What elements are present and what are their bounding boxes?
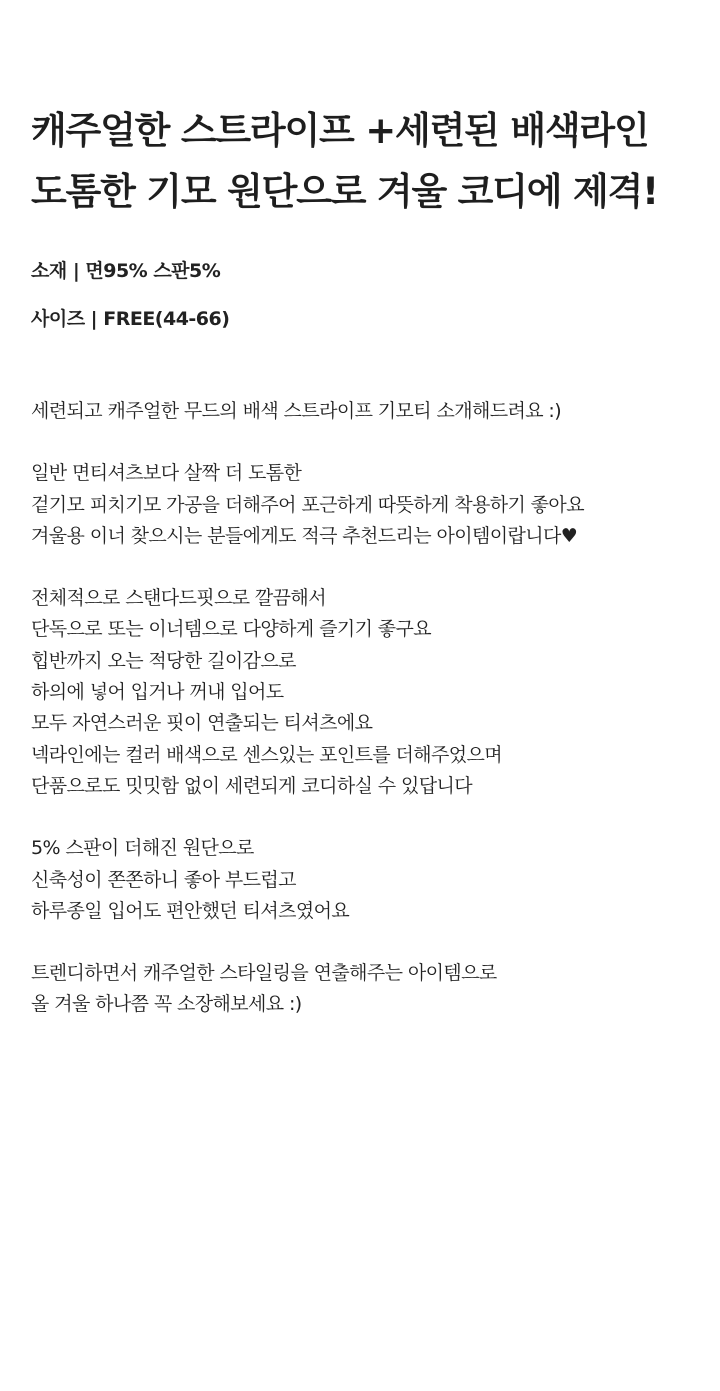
description-line: 단독으로 또는 이너템으로 다양하게 즐기기 좋구요 — [31, 618, 432, 641]
headline-line-1: 캐주얼한 스트라이프 +세련된 배색라인 — [31, 109, 649, 152]
product-description — [31, 396, 691, 1021]
description-line: 일반 면티셔츠보다 살짝 더 도톰한 — [31, 462, 302, 485]
description-paragraph-closing — [31, 958, 691, 1021]
description-line: 모두 자연스러운 핏이 연출되는 티셔츠에요 — [31, 712, 373, 735]
description-line: 힙반까지 오는 적당한 길이감으로 — [31, 649, 296, 672]
description-line: 하의에 넣어 입거나 꺼내 입어도 — [31, 681, 284, 704]
description-line: 트렌디하면서 캐주얼한 스타일링을 연출해주는 아이템으로 — [31, 962, 497, 985]
spec-size: 사이즈 | FREE(44-66) — [31, 308, 230, 330]
description-line: 올 겨울 하나쯤 꼭 소장해보세요 :) — [31, 993, 302, 1016]
headline-line-2: 도톰한 기모 원단으로 겨울 코디에 제격! — [31, 170, 658, 213]
description-line: 전체적으로 스탠다드핏으로 깔끔해서 — [31, 587, 326, 610]
description-paragraph-fit — [31, 583, 691, 802]
description-line: 겨울용 이너 찾으시는 분들에게도 적극 추천드리는 아이템이랍니다♥ — [31, 524, 578, 547]
description-line: 겉기모 피치기모 가공을 더해주어 포근하게 따뜻하게 착용하기 좋아요 — [31, 493, 584, 516]
description-paragraph-stretch — [31, 833, 691, 927]
description-line: 신축성이 쫀쫀하니 좋아 부드럽고 — [31, 868, 296, 891]
description-paragraph-fabric — [31, 458, 691, 552]
description-line: 세련되고 캐주얼한 무드의 배색 스트라이프 기모티 소개해드려요 :) — [31, 400, 562, 422]
spec-list — [31, 258, 691, 332]
description-line: 넥라인에는 컬러 배색으로 센스있는 포인트를 더해주었으며 — [31, 743, 503, 766]
description-line: 하루종일 입어도 편안했던 티셔츠였어요 — [31, 899, 350, 922]
description-line: 5% 스판이 더해진 원단으로 — [31, 837, 254, 860]
spec-material: 소재 | 면95% 스판5% — [31, 260, 221, 282]
product-detail-page — [31, 100, 691, 1021]
description-line: 단품으로도 밋밋함 없이 세련되게 코디하실 수 있답니다 — [31, 774, 472, 797]
headline — [31, 100, 691, 222]
description-paragraph-intro — [31, 396, 691, 427]
